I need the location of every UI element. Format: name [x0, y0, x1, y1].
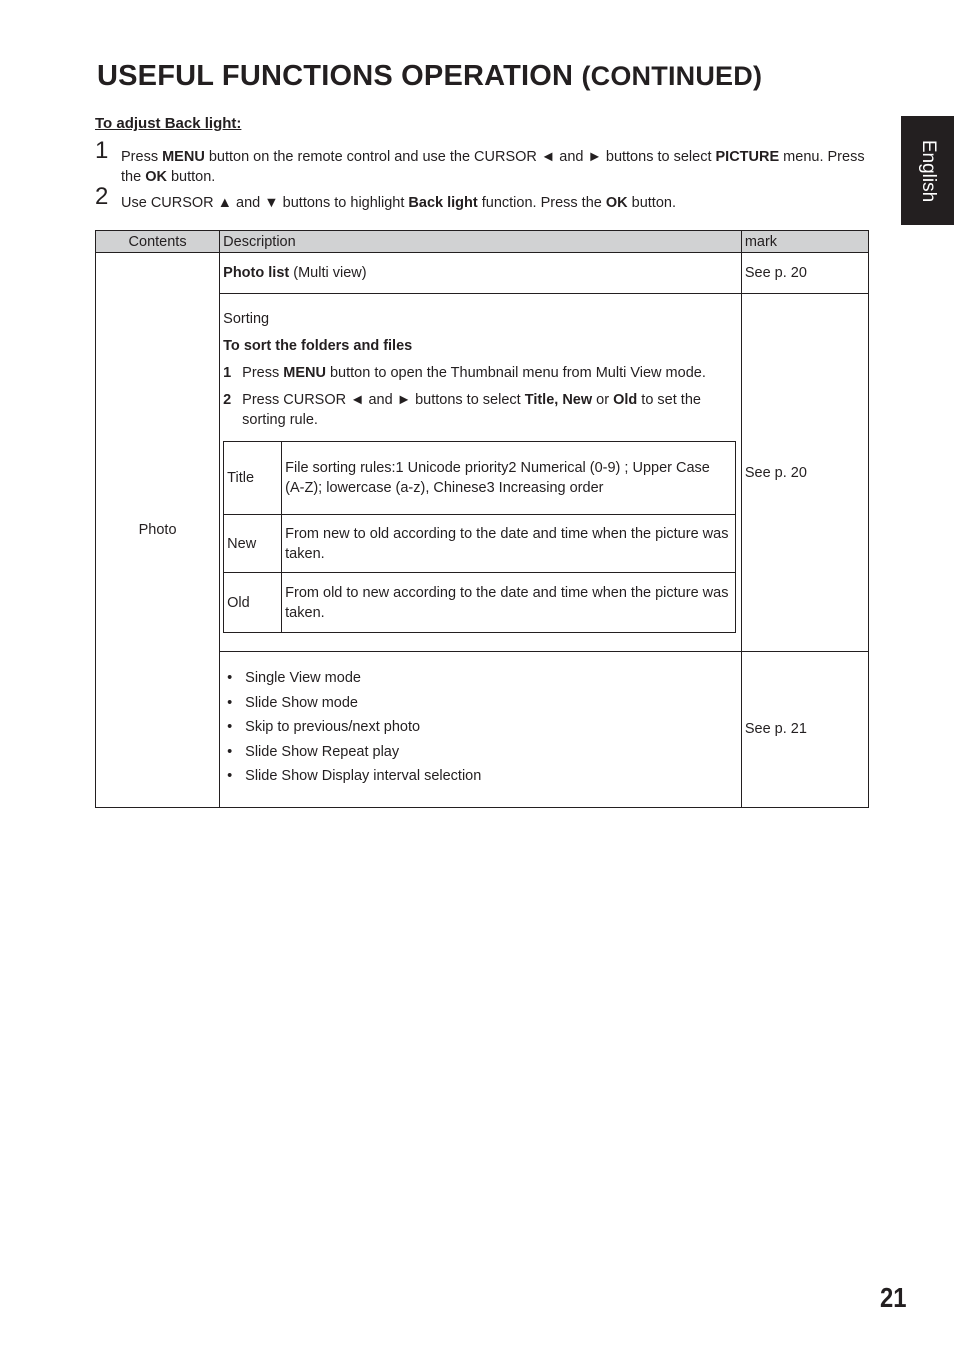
header-contents: Contents [96, 231, 220, 253]
list-item: • Slide Show Repeat play [226, 742, 738, 767]
modes-cell [220, 652, 742, 808]
mark-cell: See p. 21 [741, 652, 868, 808]
list-item: • Single View mode [226, 668, 738, 693]
header-description: Description [220, 231, 742, 253]
section-heading: To adjust Back light: [95, 115, 242, 132]
page-number: 21 [880, 1282, 907, 1313]
functions-table [95, 230, 869, 808]
sorting-cell [220, 294, 742, 652]
list-item: • Skip to previous/next photo [226, 717, 738, 742]
photo-list-cell: Photo list (Multi view) [220, 253, 742, 294]
mark-cell: See p. 20 [741, 294, 868, 652]
rule-desc: From new to old according to the date and time when the picture was taken. [282, 515, 736, 573]
mark-cell: See p. 20 [741, 253, 868, 294]
step-text: Use CURSOR ▲ and ▼ buttons to highlight Back light function. Press the OK button. [121, 195, 676, 211]
step-number: 1 [95, 137, 109, 164]
sorting-rules-table [223, 441, 736, 633]
rule-desc: From old to new according to the date and time when the picture was taken. [282, 573, 736, 633]
sorting-step-1: 1 Press MENU button to open the Thumbnail menu from Multi View mode. [223, 365, 706, 381]
page-title-main: USEFUL FUNCTIONS OPERATION [97, 60, 574, 92]
list-item: • Slide Show Display interval selection [226, 766, 738, 791]
modes-list [223, 652, 738, 807]
step-number: 2 [95, 183, 109, 210]
contents-cell-photo: Photo [96, 253, 220, 808]
rule-desc: File sorting rules:1 Unicode priority2 Numerical (0-9) ; Upper Case (A-Z); lowercase (a-z), Chinese3 Increasing order [282, 442, 736, 515]
list-item: • Slide Show mode [226, 693, 738, 718]
page-title [97, 60, 762, 93]
table-row [224, 515, 736, 573]
table-header-row [96, 231, 869, 253]
page-title-suffix: (CONTINUED) [581, 61, 763, 91]
step-text: Press MENU button on the remote control and use the CURSOR ◄ and ► buttons to select PICTURE menu. Press the OK button. [121, 149, 865, 185]
language-tab-label: English [917, 139, 939, 202]
sorting-heading: To sort the folders and files [223, 338, 413, 354]
rule-key: New [224, 515, 282, 573]
table-row [96, 253, 869, 294]
table-row [224, 442, 736, 515]
rule-key: Old [224, 573, 282, 633]
sorting-label: Sorting [223, 311, 270, 327]
rule-key: Title [224, 442, 282, 515]
table-row [224, 573, 736, 633]
language-tab [901, 116, 954, 225]
sorting-step-2: 2 Press CURSOR ◄ and ► buttons to select Title, New or Old to set the sorting rule. [223, 392, 701, 428]
header-mark: mark [741, 231, 868, 253]
